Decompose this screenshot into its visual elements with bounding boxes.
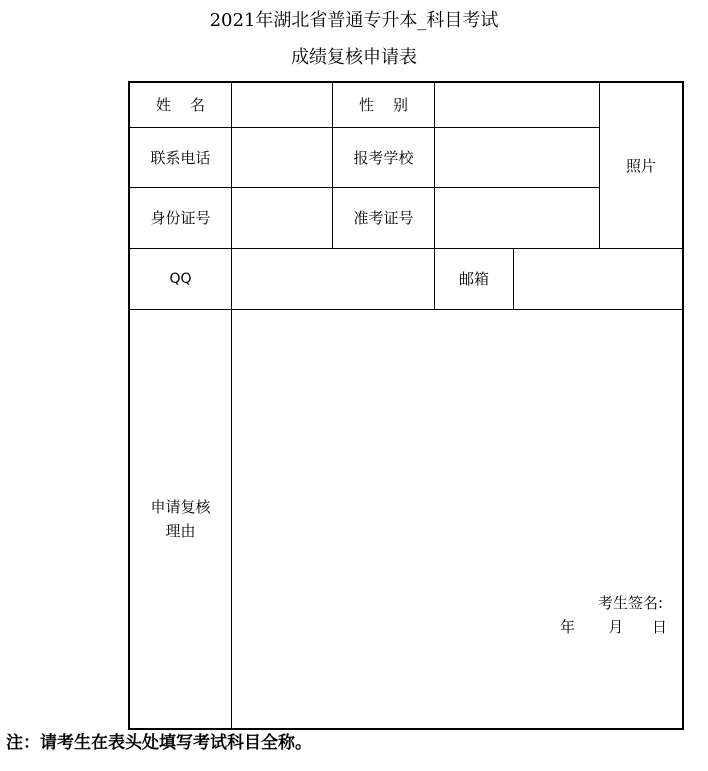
form-note: 注：请考生在表头处填写考试科目全称。 — [6, 733, 312, 753]
table-border-right — [682, 81, 684, 730]
reason-field[interactable] — [232, 310, 682, 728]
school-field[interactable] — [435, 128, 599, 187]
id-number-label: 身份证号 — [150, 209, 211, 227]
photo-box[interactable]: 照片 — [625, 156, 656, 175]
phone-field[interactable] — [232, 128, 332, 187]
exam-number-field[interactable] — [435, 188, 599, 248]
email-field[interactable] — [514, 249, 682, 309]
phone-label: 联系电话 — [150, 148, 211, 167]
signature-label: 考生签名: — [598, 594, 664, 612]
reason-label: 申请复核 理由 — [150, 498, 211, 540]
signature-date: 年 月 日 — [560, 618, 667, 636]
qq-label: QQ — [169, 271, 192, 287]
email-label: 邮箱 — [458, 270, 489, 288]
name-label: 姓 名 — [155, 96, 206, 114]
gender-label: 性 别 — [358, 96, 409, 114]
qq-field[interactable] — [232, 249, 434, 309]
exam-number-label: 准考证号 — [353, 209, 414, 227]
form-title-line1: 2021年湖北省普通专升本_科目考试 — [209, 10, 499, 31]
id-number-field[interactable] — [232, 188, 332, 248]
name-field[interactable] — [232, 83, 332, 127]
gender-field[interactable] — [435, 83, 599, 127]
form-title-line2: 成绩复核申请表 — [291, 47, 417, 68]
school-label: 报考学校 — [353, 148, 414, 167]
table-border-bottom — [128, 728, 684, 730]
